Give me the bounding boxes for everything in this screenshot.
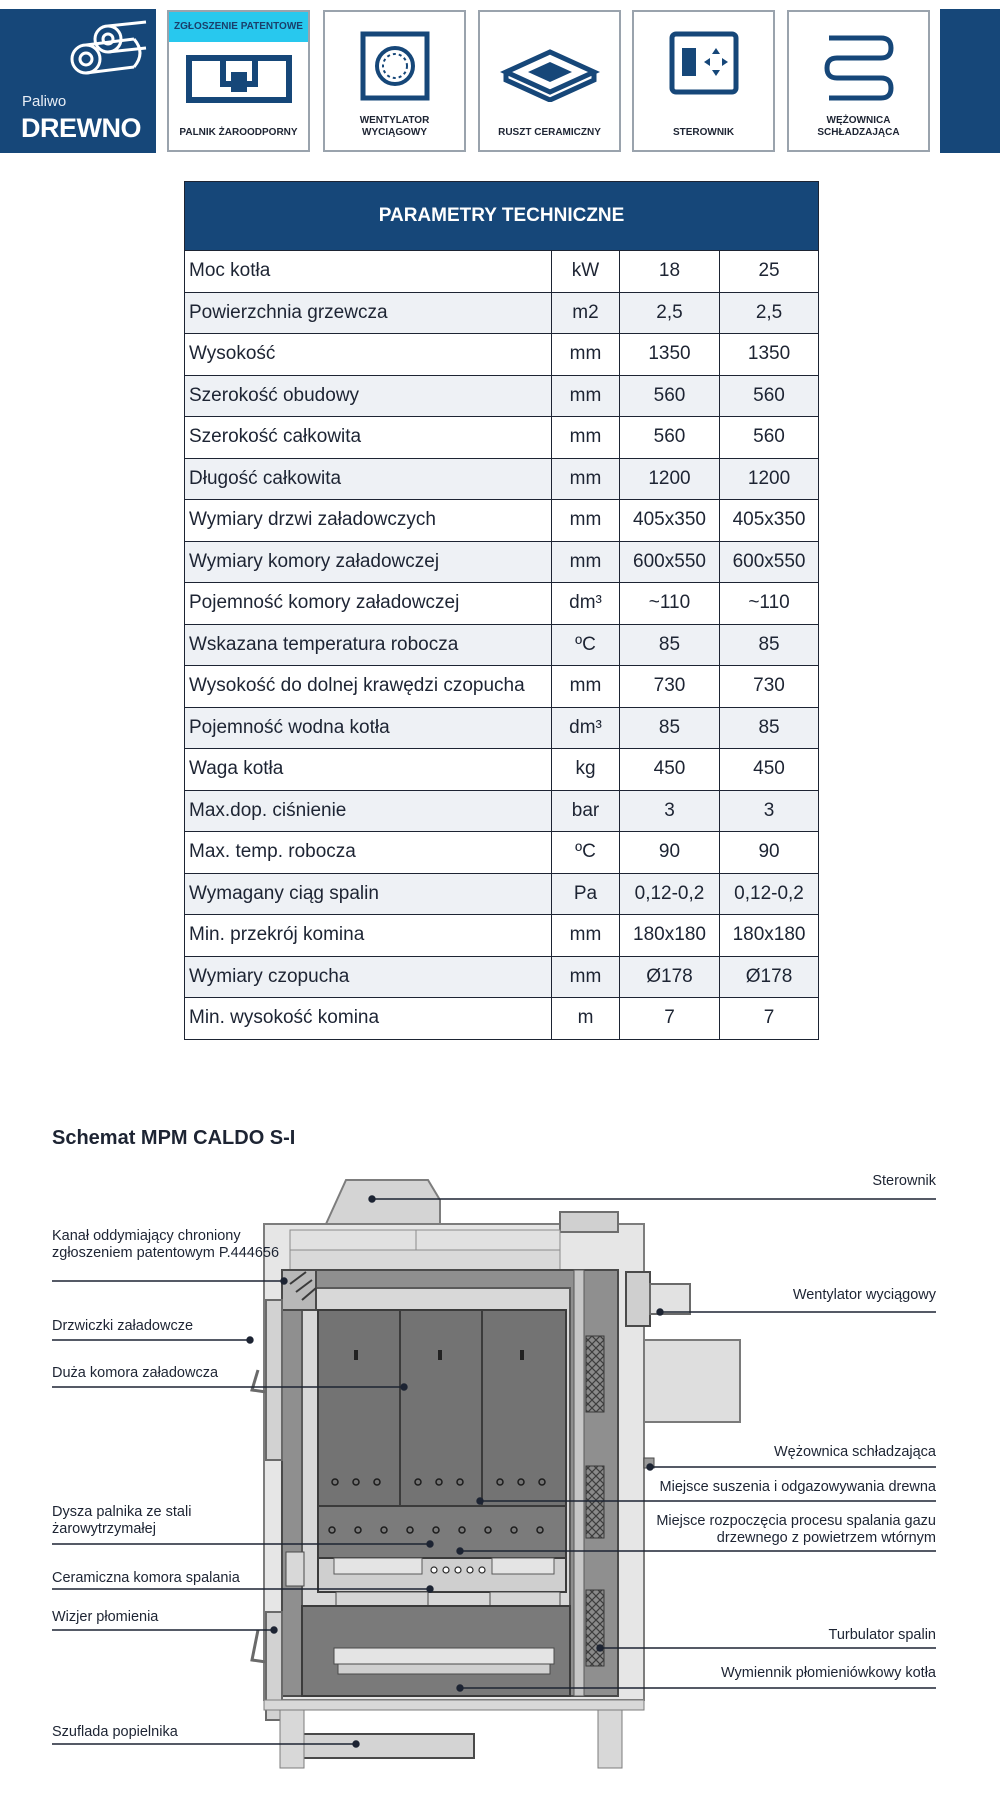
table-title: PARAMETRY TECHNICZNE [185,182,819,251]
feature-label: RUSZT CERAMICZNY [498,126,601,138]
param-value-18kw: Ø178 [620,956,720,998]
param-value-25kw: 730 [720,666,819,708]
param-name: Wysokość do dolnej krawędzi czopucha [185,666,552,708]
param-value-18kw: 450 [620,749,720,791]
param-name: Szerokość obudowy [185,375,552,417]
wood-logs-icon [64,19,154,83]
param-value-25kw: 560 [720,417,819,459]
param-value-18kw: 1350 [620,334,720,376]
param-unit: ºC [552,832,620,874]
param-unit: mm [552,541,620,583]
param-name: Długość całkowita [185,458,552,500]
param-name: Szerokość całkowita [185,417,552,459]
fuel-tile [0,9,156,153]
param-value-18kw: 1200 [620,458,720,500]
param-value-25kw: ~110 [720,583,819,625]
table-row [185,832,819,874]
param-value-25kw: 3 [720,790,819,832]
label-burner-nozzle: Dysza palnika ze stali żarowytrzymałej [52,1504,192,1538]
param-name: Wskazana temperatura robocza [185,624,552,666]
param-name: Max.dop. ciśnienie [185,790,552,832]
param-value-18kw: 2,5 [620,292,720,334]
label-flame-viewer: Wizjer płomienia [52,1609,159,1625]
label-ash-drawer: Szuflada popielnika [52,1724,178,1740]
feature-controller [632,10,775,152]
param-unit: mm [552,417,620,459]
param-value-18kw: 90 [620,832,720,874]
table-row [185,375,819,417]
param-value-25kw: 90 [720,832,819,874]
param-value-18kw: 0,12-0,2 [620,873,720,915]
param-name: Moc kotła [185,251,552,293]
param-unit: mm [552,956,620,998]
controller-icon [668,30,740,96]
param-value-25kw: 25 [720,251,819,293]
table-row [185,417,819,459]
feature-label: WĘŻOWNICA SCHŁADZAJĄCA [817,115,900,138]
table-row [185,707,819,749]
table-row [185,292,819,334]
param-value-18kw: ~110 [620,583,720,625]
param-value-18kw: 180x180 [620,915,720,957]
param-value-25kw: 85 [720,707,819,749]
param-value-18kw: 560 [620,375,720,417]
param-unit: mm [552,500,620,542]
fuel-name: DREWNO [21,113,141,143]
param-name: Wymiary czopucha [185,956,552,998]
feature-grate [478,10,621,152]
table-row [185,666,819,708]
param-name: Min. wysokość komina [185,998,552,1040]
param-value-18kw: 85 [620,707,720,749]
table-row [185,458,819,500]
param-name: Pojemność wodna kotła [185,707,552,749]
param-name: Waga kotła [185,749,552,791]
param-value-25kw: Ø178 [720,956,819,998]
param-value-25kw: 85 [720,624,819,666]
table-row [185,749,819,791]
param-value-18kw: 18 [620,251,720,293]
table-row [185,956,819,998]
param-value-18kw: 560 [620,417,720,459]
param-unit: dm³ [552,583,620,625]
cooling-coil-icon [819,30,899,110]
brand-strip [940,9,1000,153]
param-unit: kg [552,749,620,791]
param-value-25kw: 180x180 [720,915,819,957]
param-unit: kW [552,251,620,293]
param-value-25kw: 7 [720,998,819,1040]
param-value-25kw: 2,5 [720,292,819,334]
label-drying-zone: Miejsce suszenia i odgazowywania drewna [659,1479,936,1495]
label-turbulator: Turbulator spalin [828,1627,936,1643]
feature-label: STEROWNIK [672,126,735,138]
table-row [185,500,819,542]
feature-label: WENTYLATOR WYCIĄGOWY [359,115,430,138]
feature-burner [167,10,310,152]
param-name: Powierzchnia grzewcza [185,292,552,334]
feature-fan [323,10,466,152]
label-combustion-chamber: Ceramiczna komora spalania [52,1570,240,1586]
param-unit: Pa [552,873,620,915]
table-row [185,998,819,1040]
patent-badge: ZGŁOSZENIE PATENTOWE [169,12,308,42]
param-value-25kw: 405x350 [720,500,819,542]
feature-coil [787,10,930,152]
param-name: Pojemność komory załadowczej [185,583,552,625]
param-name: Wymiary drzwi załadowczych [185,500,552,542]
fan-icon [359,30,431,102]
feature-label: PALNIK ŻAROODPORNY [179,126,298,138]
label-loading-door: Drzwiczki załadowcze [52,1318,194,1334]
param-value-25kw: 600x550 [720,541,819,583]
param-unit: dm³ [552,707,620,749]
parameters-body [185,251,819,1040]
param-unit: m [552,998,620,1040]
param-name: Wymagany ciąg spalin [185,873,552,915]
table-row [185,624,819,666]
param-name: Wymiary komory załadowczej [185,541,552,583]
param-unit: mm [552,915,620,957]
param-value-25kw: 450 [720,749,819,791]
table-row [185,873,819,915]
param-value-25kw: 560 [720,375,819,417]
table-row [185,541,819,583]
param-unit: mm [552,666,620,708]
table-row [185,915,819,957]
param-name: Wysokość [185,334,552,376]
ceramic-grate-icon [500,42,600,102]
param-value-18kw: 85 [620,624,720,666]
label-exhaust-fan: Wentylator wyciągowy [792,1287,936,1303]
param-unit: mm [552,458,620,500]
label-loading-chamber: Duża komora załadowcza [52,1365,219,1381]
param-unit: mm [552,334,620,376]
param-value-25kw: 0,12-0,2 [720,873,819,915]
param-unit: m2 [552,292,620,334]
param-value-25kw: 1200 [720,458,819,500]
fuel-label: Paliwo [22,93,67,110]
parameters-table [184,181,819,1040]
table-row [185,790,819,832]
param-value-18kw: 730 [620,666,720,708]
param-value-25kw: 1350 [720,334,819,376]
burner-icon [183,54,295,104]
schema-title: Schemat MPM CALDO S-I [52,1127,296,1149]
param-value-18kw: 405x350 [620,500,720,542]
param-name: Max. temp. robocza [185,832,552,874]
label-smoke-channel: Kanał oddymiający chroniony zgłoszeniem patentowym P.444656 [52,1228,280,1262]
label-secondary-combustion: Miejsce rozpoczęcia procesu spalania gazu drzewnego z powietrzem wtórnym [656,1513,936,1547]
param-unit: mm [552,375,620,417]
table-row [185,583,819,625]
table-row [185,251,819,293]
param-value-18kw: 7 [620,998,720,1040]
label-heat-exchanger: Wymiennik płomieniówkowy kotła [720,1665,936,1681]
param-value-18kw: 3 [620,790,720,832]
table-row [185,334,819,376]
param-value-18kw: 600x550 [620,541,720,583]
label-controller: Sterownik [872,1173,936,1189]
param-unit: bar [552,790,620,832]
label-cooling-coil: Wężownica schładzająca [774,1444,936,1460]
param-name: Min. przekrój komina [185,915,552,957]
param-unit: ºC [552,624,620,666]
